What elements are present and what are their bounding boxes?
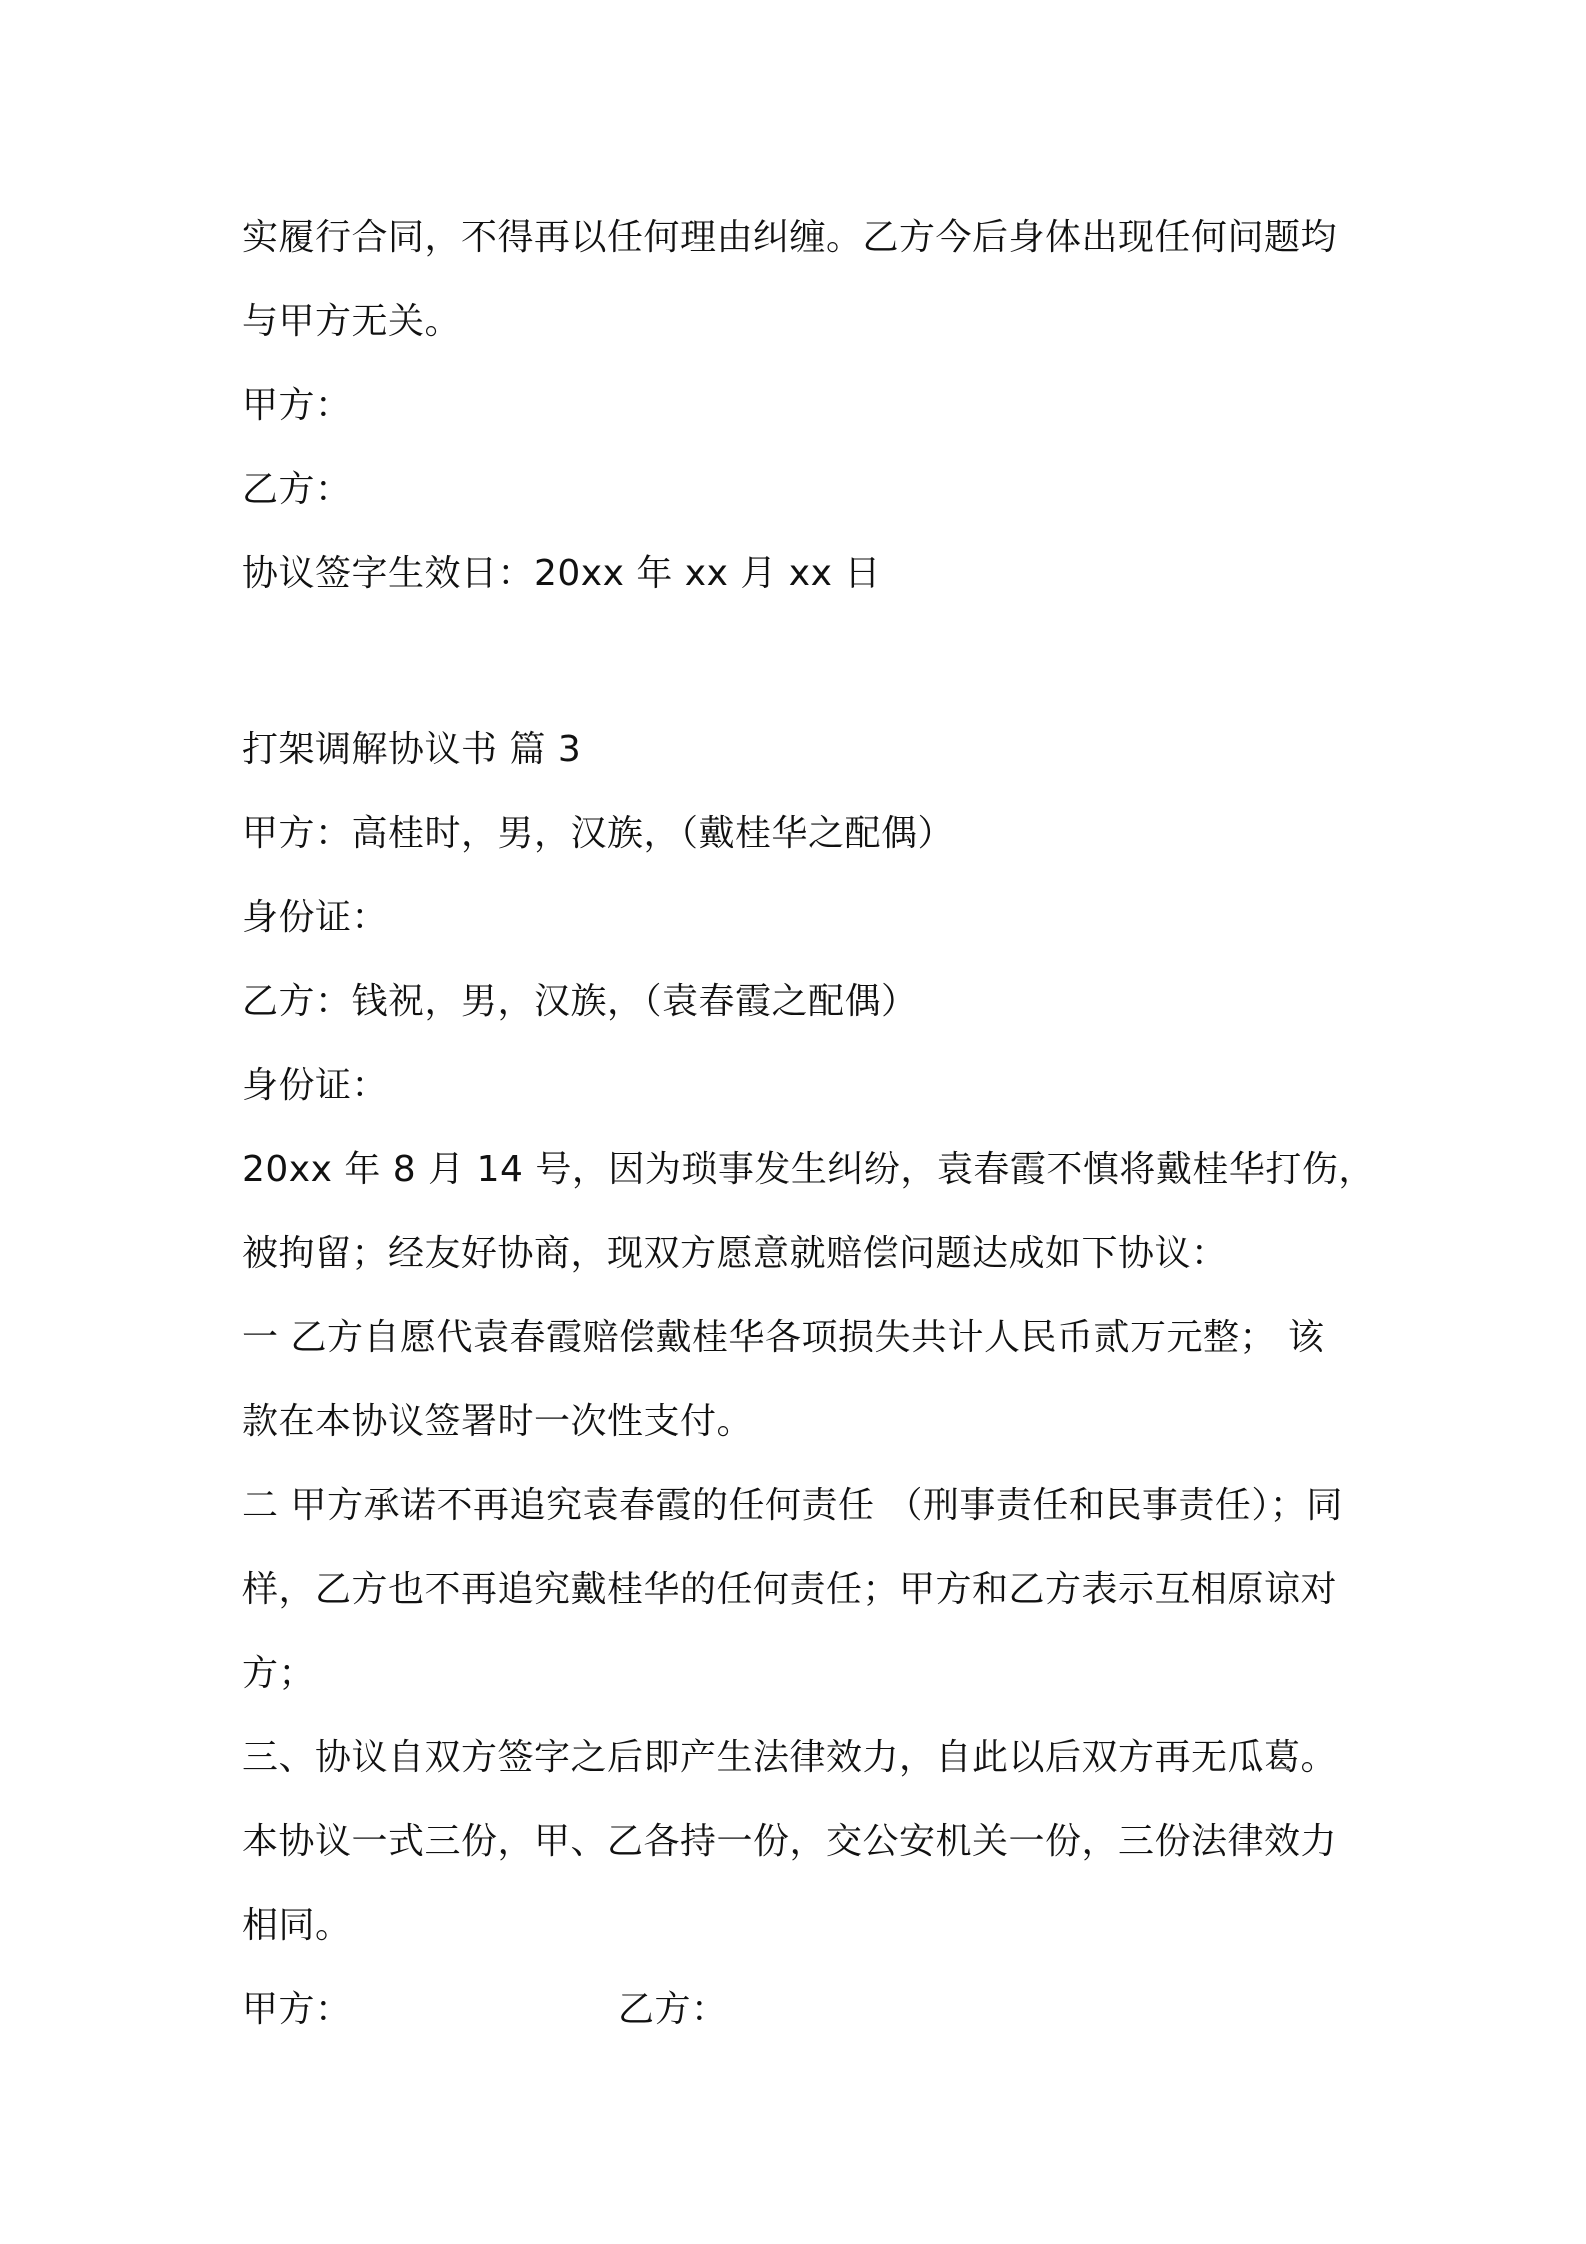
section-title: 打架调解协议书 篇 3 [242,729,582,770]
party-a-label: 甲方： [242,385,352,426]
contract-text-line: 与甲方无关。 [242,301,462,342]
effective-date: 协议签字生效日：20xx 年 xx 月 xx 日 [242,553,881,594]
section-gap [242,616,1362,708]
clause-2-line: 方； [242,1653,316,1694]
party-b-id: 身份证： [242,1065,389,1106]
party-b-label: 乙方： [242,469,352,510]
copies-line: 本协议一式三份，甲、乙各持一份，交公安机关一份，三份法律效力 [242,1821,1338,1862]
intro-line: 被拘留；经友好协商，现双方愿意就赔偿问题达成如下协议： [242,1233,1228,1274]
document-body [242,196,1375,2052]
clause-1-line: 款在本协议签署时一次性支付。 [242,1401,754,1442]
signature-row [242,1968,1362,2052]
contract-text-line: 实履行合同，不得再以任何理由纠缠。乙方今后身体出现任何问题均 [242,217,1338,258]
intro-line: 20xx 年 8 月 14 号，因为琐事发生纠纷，袁春霞不慎将戴桂华打伤， [242,1149,1375,1190]
signature-party-b: 乙方： [618,1989,728,2030]
signature-party-a: 甲方： [242,1989,352,2030]
clause-3-line: 三、协议自双方签字之后即产生法律效力，自此以后双方再无瓜葛。 [242,1737,1338,1778]
party-a-id: 身份证： [242,897,389,938]
clause-1-line: 一 乙方自愿代袁春霞赔偿戴桂华各项损失共计人民币贰万元整； 该 [242,1317,1325,1358]
copies-line: 相同。 [242,1905,352,1946]
party-b-info: 乙方：钱祝，男，汉族，（袁春霞之配偶） [242,981,918,1022]
party-a-info: 甲方：高桂时，男，汉族，（戴桂华之配偶） [242,813,955,854]
clause-2-line: 二 甲方承诺不再追究袁春霞的任何责任 （刑事责任和民事责任）；同 [242,1485,1343,1526]
clause-2-line: 样，乙方也不再追究戴桂华的任何责任；甲方和乙方表示互相原谅对 [242,1569,1338,1610]
